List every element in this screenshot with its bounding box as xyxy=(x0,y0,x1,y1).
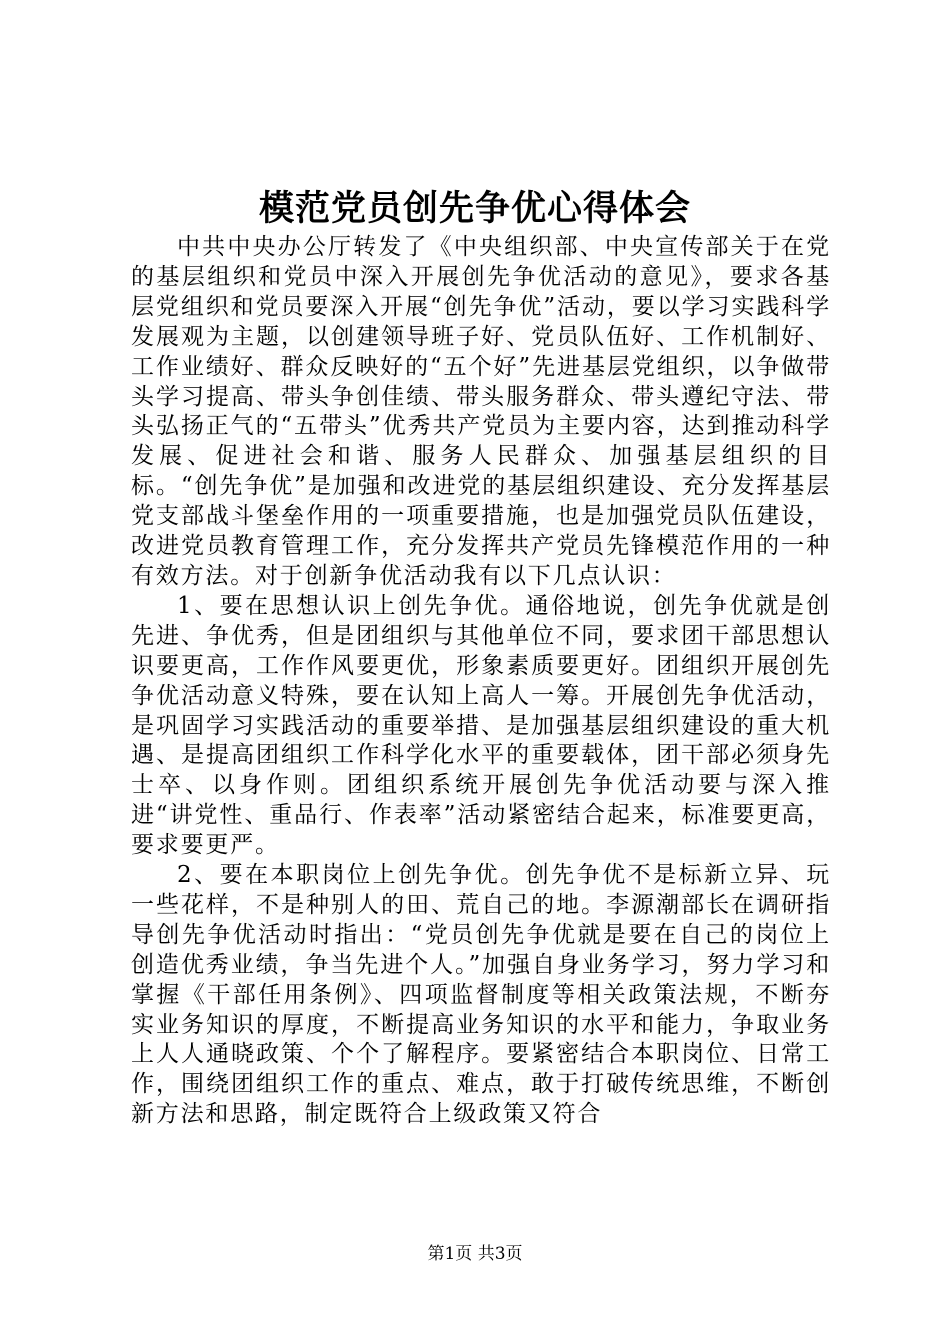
page-number-footer: 第1页 共3页 xyxy=(427,1244,523,1264)
document-title: 模范党员创先争优心得体会 xyxy=(258,188,691,229)
paragraph-intro: 中共中央办公厅转发了《中央组织部、中央宣传部关于在党的基层组织和党员中深入开展创先争优活动的意见》，要求各基层党组织和党员要深入开展“创先争优”活动，要以学习实践科学发展观为主题，以创建领导班子好、党员队伍好、工作机制好、工作业绩好、群众反映好的“五个好”先进基层党组织，以争做带头学习提高、带头争创佳绩、带头服务群众、带头遵纪守法、带头弘扬正气的“五带头”优秀共产党员为主要内容，达到推动科学发展、促进社会和谐、服务人民群众、加强基层组织的目标。“创先争优”是加强和改进党的基层组织建设、充分发挥基层党支部战斗堡垒作用的一项重要措施，也是加强党员队伍建设，改进党员教育管理工作，充分发挥共产党员先锋模范作用的一种有效方法。对于创新争优活动我有以下几点认识： xyxy=(131,234,831,589)
paragraph-point-1: 1、要在思想认识上创先争优。通俗地说，创先争优就是创先进、争优秀，但是团组织与其他单位不同，要求团干部思想认识要更高，工作作风要更优，形象素质要更好。团组织开展创先争优活动意义特殊，要在认知上高人一筹。开展创先争优活动，是巩固学习实践活动的重要举措、是加强基层组织建设的重大机遇、是提高团组织工作科学化水平的重要载体，团干部必须身先士卒、以身作则。团组织系统开展创先争优活动要与深入推进“讲党性、重品行、作表率”活动紧密结合起来，标准要更高，要求要更严。 xyxy=(131,592,831,859)
paragraph-point-2: 2、要在本职岗位上创先争优。创先争优不是标新立异、玩一些花样，不是种别人的田、荒自己的地。李源潮部长在调研指导创先争优活动时指出：“党员创先争优就是要在自己的岗位上创造优秀业绩，争当先进个人。”加强自身业务学习，努力学习和掌握《干部任用条例》、四项监督制度等相关政策法规，不断夯实业务知识的厚度，不断提高业务知识的水平和能力，争取业务上人人通晓政策、个个了解程序。要紧密结合本职岗位、日常工作，围绕团组织工作的重点、难点，敢于打破传统思维，不断创新方法和思路，制定既符合上级政策又符合 xyxy=(131,862,831,1128)
document-body xyxy=(131,233,831,1130)
